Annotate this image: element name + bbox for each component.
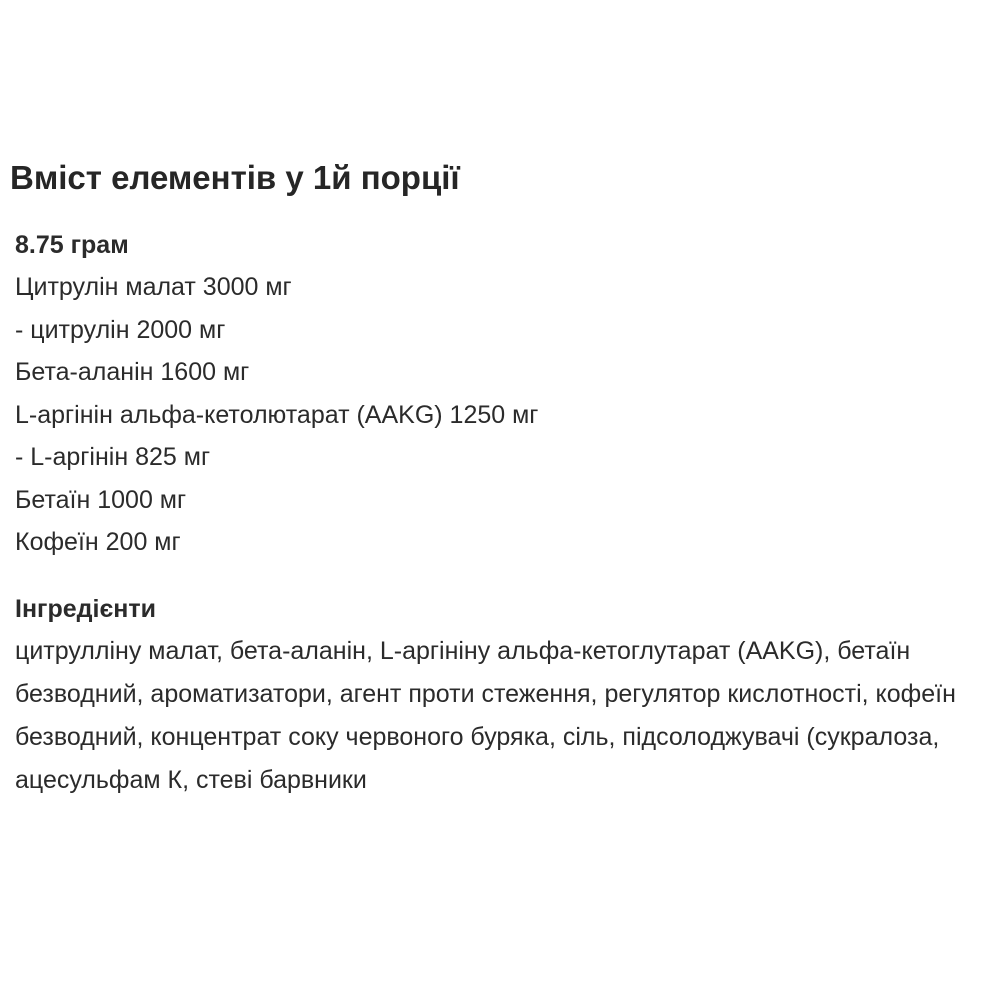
- nutrient-list: [15, 266, 985, 564]
- nutrient-item: Кофеїн 200 мг: [15, 528, 181, 556]
- page-title: Вміст елементів у 1й порції: [10, 159, 460, 196]
- serving-size: 8.75 грам: [15, 231, 129, 259]
- nutrient-item: Цитрулін малат 3000 мг: [15, 273, 292, 301]
- nutrient-item: Бетаїн 1000 мг: [15, 485, 187, 514]
- nutrient-item: L-аргінін альфа-кетолютарат (AAKG) 1250 мг: [15, 400, 539, 429]
- nutrient-item: - L-аргінін 825 мг: [15, 443, 211, 471]
- ingredients-text: цитрулліну малат, бета-аланін, L-аргініну альфа-кетоглутарат (AAKG), бетаїн безводний, ароматизатори, агент проти стеження, регулятор кислотності, кофеїн безводний, концентрат соку червоного буряка, сіль, підсолоджувачі (сукралоза, ацесульфам К, стеві барвники: [15, 637, 956, 794]
- nutrient-item: - цитрулін 2000 мг: [15, 315, 226, 344]
- nutrient-item: Бета-аланін 1600 мг: [15, 358, 250, 386]
- ingredients-title: Інгредієнти: [15, 595, 156, 623]
- ingredients-section: [15, 588, 985, 802]
- serving-section: [15, 224, 985, 564]
